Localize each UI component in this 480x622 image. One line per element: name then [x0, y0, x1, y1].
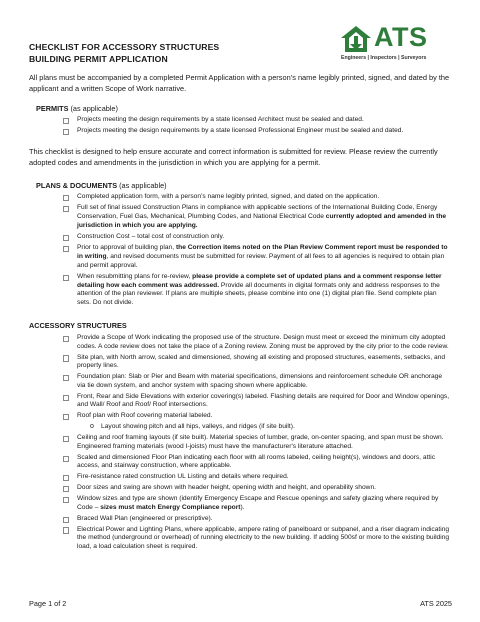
- notice-paragraph: This checklist is designed to help ensure accurate and correct information is submitted for review. Please review the currently adopted codes and amendments in the jurisdiction in which you are applying for a permit.: [29, 147, 438, 167]
- checklist-item: [0, 526, 480, 552]
- checklist-item-text: Construction Cost – total cost of construction only.: [77, 233, 225, 240]
- checklist-item-text: Completed application form, with a person’s name legibly printed, signed, and dated on the application.: [77, 193, 380, 200]
- checklist-item-text: Braced Wall Plan (engineered or prescriptive).: [77, 514, 213, 522]
- checklist-item-text: Ceiling and roof framing layouts (if site built). Material species of lumber, grade, on-center spacing, and span must be shown. Engineered framing materials (wood I-joists) must have the manufacturer's literature attached.: [77, 434, 444, 450]
- checkbox-icon[interactable]: [63, 414, 69, 420]
- checklist-item: [0, 373, 480, 390]
- checklist-item-text: Scaled and dimensioned Floor Plan indicating each floor with all rooms labeled, ceiling height(s), windows and doors, attic access, and stairway construction, where applicable.: [77, 453, 436, 470]
- checklist-item: [0, 273, 480, 308]
- permits-heading: [36, 104, 118, 114]
- checklist-item: [0, 354, 480, 371]
- title-line-1: CHECKLIST FOR ACCESSORY STRUCTURES: [29, 42, 220, 52]
- intro-paragraph: All plans must be accompanied by a completed Permit Application with a person’s name legibly printed, signed, and dated by the applicant and a written Scope of Work narrative.: [29, 73, 450, 93]
- checklist-item-text: Front, Rear and Side Elevations with exterior covering(s) labeled. Flashing details are required for Door and Window openings, and Wall/ Roof and Roof/ Roof intersections.: [77, 392, 450, 409]
- permits-heading-label: PERMITS: [36, 104, 69, 113]
- checklist-item: [0, 193, 480, 202]
- checklist-item: [0, 127, 480, 136]
- checklist-item-text: Electrical Power and Lighting Plans, where applicable, ampere rating of panelboard or subpanel, and a riser diagram indicating the method (underground or overhead) of running electricity to the new building. If adding 500sf or more to the existing building load, a load calculation sheet is required.: [77, 525, 450, 551]
- checklist-item: [0, 244, 480, 270]
- checklist-item-emphasis: sizes must match Energy Compliance report: [100, 503, 241, 511]
- house-icon: [340, 25, 372, 53]
- checklist-item-text: Fire-resistance rated construction UL Listing and details where required.: [77, 473, 289, 481]
- document-title: [29, 42, 219, 65]
- checkbox-icon[interactable]: [63, 486, 69, 492]
- checklist-item-emphasis: please provide a complete set of updated plans and a comment response letter detailing how each comment was addressed.: [77, 273, 442, 289]
- checkbox-icon[interactable]: [63, 475, 69, 481]
- plans-heading-note: (as applicable): [119, 181, 167, 190]
- checklist-item: [0, 495, 480, 512]
- checklist-item: [0, 116, 480, 125]
- checklist-item-text: When resubmitting plans for re-review,: [77, 273, 193, 280]
- checklist-item-text: Roof plan with Roof covering material labeled.: [77, 412, 213, 420]
- checkbox-icon[interactable]: [63, 375, 69, 381]
- checklist-item-text-after: Provide all documents in digital formats only and address responses to the attention of the plan reviewer. If plans are multiple sheets, please combine into one (1) digital plan file. Send complete plan sets. Do not divide.: [77, 281, 440, 307]
- checkbox-icon[interactable]: [63, 235, 69, 241]
- checklist-item-text: Site plan, with North arrow, scaled and dimensioned, showing all existing and proposed structures, easements, setbacks, and property lines.: [77, 353, 446, 370]
- checklist-item-text: Projects meeting the design requirements by a state licensed Professional Engineer must be sealed and dated.: [77, 127, 404, 135]
- checklist-item: [0, 434, 480, 451]
- checkbox-icon[interactable]: [63, 118, 69, 124]
- sub-bullet-icon: o: [90, 423, 94, 431]
- checklist-item: [0, 515, 480, 524]
- checklist-item: [0, 473, 480, 482]
- checklist-item-text-after: , and revised documents must be submitted for review. Payment of all fees to all agencies is required to obtain plan and permit approval.: [77, 253, 445, 269]
- checklist-item: [0, 484, 480, 493]
- checklist-item: [0, 454, 480, 471]
- checklist-item: [0, 423, 480, 432]
- checklist-item-text: Foundation plan: Slab or Pier and Beam with material specifications, dimensions and reinforcement schedule OR anchorage via tie down system, and anchor system with spacing shown where applicable.: [77, 373, 443, 389]
- checkbox-icon[interactable]: [63, 195, 69, 201]
- footer-page-number: Page 1 of 2: [29, 599, 67, 608]
- checkbox-icon[interactable]: [63, 275, 69, 281]
- checklist-item: [0, 204, 480, 230]
- checkbox-icon[interactable]: [63, 395, 69, 401]
- checklist-item: [0, 412, 480, 421]
- checkbox-icon[interactable]: [63, 456, 69, 462]
- checklist-item: [0, 334, 480, 351]
- checklist-item-text: Projects meeting the design requirements by a state licensed Architect must be sealed and dated.: [77, 116, 364, 123]
- checklist-item-emphasis: the Correction items noted on the Plan Review Comment report must be responded to in writing: [77, 244, 448, 260]
- checkbox-icon[interactable]: [63, 336, 69, 342]
- checkbox-icon[interactable]: [63, 517, 69, 523]
- checkbox-icon[interactable]: [63, 527, 69, 533]
- checklist-item-text: Provide a Scope of Work indicating the proposed use of the structure. Design must meet or exceed the minimum city adopted codes. A code review does not take the place of a Zoning review. Zoning must be approved by the city prior to the code review.: [77, 334, 449, 350]
- ats-logo: [340, 22, 452, 65]
- accessory-list: [0, 334, 480, 554]
- plans-list: [0, 193, 480, 310]
- checkbox-icon[interactable]: [63, 246, 69, 252]
- checklist-item: [0, 233, 480, 242]
- checkbox-icon[interactable]: [63, 436, 69, 442]
- permits-list: [0, 116, 480, 139]
- checklist-item-text: Prior to approval of building plan,: [77, 244, 176, 252]
- accessory-heading: [29, 321, 127, 331]
- permits-heading-note: (as applicable): [70, 104, 118, 113]
- checklist-item-text: Door sizes and swing are shown with header height, opening width and height, and operability shown.: [77, 484, 377, 492]
- logo-tagline: Engineers | Inspectors | Surveyors: [341, 55, 427, 61]
- checklist-item-text-after: ).: [240, 503, 245, 511]
- checkbox-icon[interactable]: [63, 497, 69, 503]
- accessory-heading-label: ACCESSORY STRUCTURES: [29, 321, 127, 330]
- plans-heading-label: PLANS & DOCUMENTS: [36, 181, 118, 190]
- checkbox-icon[interactable]: [63, 355, 69, 361]
- checklist-item-text: Layout showing pitch and all hips, valleys, and ridges (if site built).: [101, 423, 295, 431]
- checkbox-icon[interactable]: [63, 206, 69, 212]
- checklist-item-text: Window sizes and type are shown (identify Emergency Escape and Rescue openings and safety glazing where required by Code –: [77, 495, 439, 511]
- title-line-2: BUILDING PERMIT APPLICATION: [29, 53, 168, 64]
- checkbox-icon[interactable]: [63, 129, 69, 135]
- logo-wordmark: ATS: [374, 22, 428, 52]
- footer-document-code: ATS 2025: [420, 599, 452, 608]
- plans-heading: [36, 181, 167, 191]
- checklist-item-text: Full set of final issued Construction Plans in compliance with applicable sections of the International Building Code, Energy Conservation, Fuel Gas, Mechanical, Plumbing Codes, and National Electrical Code: [77, 204, 438, 220]
- checklist-item-emphasis: currently adopted and amended in the jurisdiction in which you are applying.: [77, 213, 447, 229]
- checklist-item: [0, 393, 480, 410]
